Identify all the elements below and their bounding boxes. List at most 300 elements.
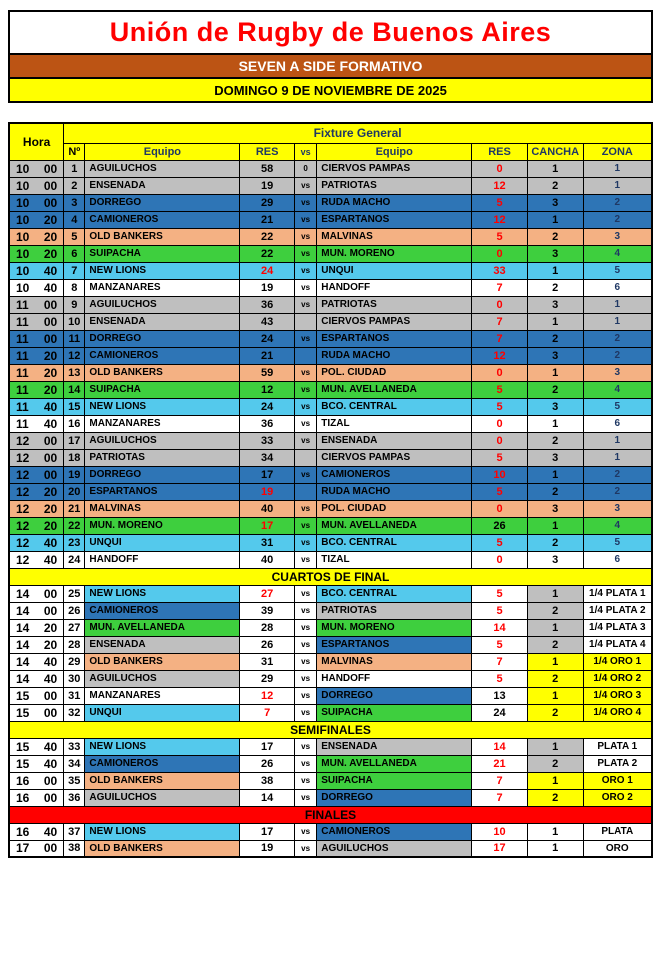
cancha-cell: 3 xyxy=(527,500,583,517)
cancha-cell: 1 xyxy=(527,653,583,670)
zona-cell: PLATA xyxy=(583,823,652,840)
result-home: 17 xyxy=(240,517,295,534)
vs-cell: vs xyxy=(295,381,317,398)
match-number: 38 xyxy=(64,840,85,857)
zona-cell: 5 xyxy=(583,534,652,551)
hora-cell xyxy=(9,296,64,313)
cancha-cell: 2 xyxy=(527,279,583,296)
team-home: DORREGO xyxy=(85,194,240,211)
cancha-cell: 1 xyxy=(527,840,583,857)
vs-cell: vs xyxy=(295,840,317,857)
zona-cell: 1 xyxy=(583,160,652,177)
section-banner-row xyxy=(9,568,652,585)
result-home: 59 xyxy=(240,364,295,381)
team-home: MALVINAS xyxy=(85,500,240,517)
hora-minute: 20 xyxy=(43,246,58,261)
cancha-cell: 1 xyxy=(527,823,583,840)
match-row xyxy=(9,398,652,415)
hora-minute: 20 xyxy=(43,501,58,516)
result-away: 0 xyxy=(472,296,528,313)
match-number: 18 xyxy=(64,449,85,466)
match-row xyxy=(9,432,652,449)
team-home: OLD BANKERS xyxy=(85,840,240,857)
hora-minute: 20 xyxy=(43,348,58,363)
vs-cell: vs xyxy=(295,551,317,568)
hora-hour: 11 xyxy=(16,365,29,380)
match-row xyxy=(9,262,652,279)
vs-cell: vs xyxy=(295,466,317,483)
cancha-cell: 3 xyxy=(527,194,583,211)
result-away: 5 xyxy=(472,483,528,500)
match-row xyxy=(9,160,652,177)
date-banner xyxy=(8,79,653,103)
result-away: 5 xyxy=(472,670,528,687)
cancha-cell: 1 xyxy=(527,585,583,602)
match-row xyxy=(9,670,652,687)
result-home: 36 xyxy=(240,296,295,313)
vs-cell: vs xyxy=(295,772,317,789)
vs-cell: vs xyxy=(295,364,317,381)
match-number: 25 xyxy=(64,585,85,602)
result-home: 12 xyxy=(240,687,295,704)
hora-minute: 20 xyxy=(43,365,58,380)
team-away: POL. CIUDAD xyxy=(317,364,472,381)
hora-minute: 40 xyxy=(43,824,58,839)
cancha-cell: 2 xyxy=(527,432,583,449)
match-number: 20 xyxy=(64,483,85,500)
team-home: DORREGO xyxy=(85,466,240,483)
hora-minute: 00 xyxy=(43,841,58,856)
cancha-cell: 3 xyxy=(527,449,583,466)
zona-cell: ORO xyxy=(583,840,652,857)
team-away: RUDA MACHO xyxy=(317,347,472,364)
team-away: MALVINAS xyxy=(317,228,472,245)
match-number: 15 xyxy=(64,398,85,415)
zona-cell: 3 xyxy=(583,364,652,381)
hora-hour: 10 xyxy=(16,161,30,176)
hora-cell xyxy=(9,602,64,619)
hora-minute: 00 xyxy=(43,161,58,176)
union-title-box xyxy=(8,10,653,55)
team-home: AGUILUCHOS xyxy=(85,296,240,313)
cancha-cell: 2 xyxy=(527,789,583,806)
zona-cell: 1/4 ORO 3 xyxy=(583,687,652,704)
hora-cell xyxy=(9,755,64,772)
hora-hour: 11 xyxy=(16,416,29,431)
result-away: 14 xyxy=(472,619,528,636)
zona-cell: PLATA 1 xyxy=(583,738,652,755)
cancha-cell: 1 xyxy=(527,211,583,228)
team-away: ESPARTANOS xyxy=(317,636,472,653)
team-away: RUDA MACHO xyxy=(317,194,472,211)
hora-cell xyxy=(9,500,64,517)
hora-minute: 00 xyxy=(43,178,58,193)
match-row xyxy=(9,177,652,194)
result-home: 29 xyxy=(240,194,295,211)
hora-minute: 40 xyxy=(43,739,58,754)
match-number: 19 xyxy=(64,466,85,483)
cancha-cell: 1 xyxy=(527,738,583,755)
match-row xyxy=(9,772,652,789)
team-home: SUIPACHA xyxy=(85,245,240,262)
hora-minute: 40 xyxy=(43,280,58,295)
match-row xyxy=(9,279,652,296)
result-away: 0 xyxy=(472,245,528,262)
team-away: PATRIOTAS xyxy=(317,177,472,194)
hora-minute: 00 xyxy=(43,705,58,720)
vs-cell: vs xyxy=(295,398,317,415)
col-header-res-away: RES xyxy=(472,143,528,160)
match-number: 5 xyxy=(64,228,85,245)
match-row xyxy=(9,500,652,517)
match-number: 9 xyxy=(64,296,85,313)
match-row xyxy=(9,551,652,568)
hora-hour: 10 xyxy=(16,263,30,278)
vs-cell: vs xyxy=(295,330,317,347)
result-away: 5 xyxy=(472,194,528,211)
result-away: 12 xyxy=(472,211,528,228)
result-away: 5 xyxy=(472,602,528,619)
result-home: 24 xyxy=(240,330,295,347)
vs-cell: vs xyxy=(295,517,317,534)
match-number: 35 xyxy=(64,772,85,789)
result-home: 43 xyxy=(240,313,295,330)
hora-minute: 00 xyxy=(43,314,58,329)
match-number: 16 xyxy=(64,415,85,432)
result-away: 0 xyxy=(472,415,528,432)
match-number: 2 xyxy=(64,177,85,194)
hora-cell xyxy=(9,534,64,551)
result-away: 7 xyxy=(472,279,528,296)
hora-minute: 00 xyxy=(43,433,58,448)
section-banner: FINALES xyxy=(9,806,652,823)
col-header-cancha: CANCHA xyxy=(527,143,583,160)
hora-cell xyxy=(9,194,64,211)
match-number: 21 xyxy=(64,500,85,517)
hora-cell xyxy=(9,228,64,245)
team-away: ENSENADA xyxy=(317,738,472,755)
team-away: TIZAL xyxy=(317,551,472,568)
result-away: 0 xyxy=(472,432,528,449)
vs-cell: vs xyxy=(295,585,317,602)
match-row xyxy=(9,296,652,313)
team-home: NEW LIONS xyxy=(85,823,240,840)
vs-cell: vs xyxy=(295,704,317,721)
result-home: 14 xyxy=(240,789,295,806)
result-home: 21 xyxy=(240,211,295,228)
hora-cell xyxy=(9,160,64,177)
hora-hour: 11 xyxy=(16,314,29,329)
match-row xyxy=(9,534,652,551)
vs-cell: vs xyxy=(295,636,317,653)
hora-hour: 14 xyxy=(16,620,30,635)
team-home: HANDOFF xyxy=(85,551,240,568)
result-home: 17 xyxy=(240,466,295,483)
match-number: 30 xyxy=(64,670,85,687)
hora-cell xyxy=(9,551,64,568)
hora-header: Hora xyxy=(9,123,64,160)
result-away: 21 xyxy=(472,755,528,772)
hora-minute: 20 xyxy=(43,637,58,652)
vs-cell: vs xyxy=(295,653,317,670)
team-home: CAMIONEROS xyxy=(85,755,240,772)
vs-cell: vs xyxy=(295,755,317,772)
team-home: AGUILUCHOS xyxy=(85,789,240,806)
team-away: MALVINAS xyxy=(317,653,472,670)
hora-hour: 15 xyxy=(16,705,30,720)
cancha-cell: 1 xyxy=(527,313,583,330)
match-row xyxy=(9,653,652,670)
team-away: CIERVOS PAMPAS xyxy=(317,449,472,466)
vs-cell: vs xyxy=(295,500,317,517)
vs-cell: vs xyxy=(295,245,317,262)
hora-minute: 00 xyxy=(43,467,58,482)
col-header-res-home: RES xyxy=(240,143,295,160)
team-home: AGUILUCHOS xyxy=(85,670,240,687)
hora-minute: 00 xyxy=(43,688,58,703)
team-away: RUDA MACHO xyxy=(317,483,472,500)
team-away: HANDOFF xyxy=(317,670,472,687)
hora-hour: 12 xyxy=(16,552,30,567)
zona-cell: 6 xyxy=(583,279,652,296)
match-number: 31 xyxy=(64,687,85,704)
match-row xyxy=(9,381,652,398)
vs-cell: vs xyxy=(295,194,317,211)
zona-cell: 1/4 PLATA 1 xyxy=(583,585,652,602)
result-away: 5 xyxy=(472,449,528,466)
match-number: 29 xyxy=(64,653,85,670)
result-home: 40 xyxy=(240,551,295,568)
match-row xyxy=(9,330,652,347)
hora-minute: 40 xyxy=(43,263,58,278)
zona-cell: 1 xyxy=(583,296,652,313)
result-home: 24 xyxy=(240,398,295,415)
zona-cell: 2 xyxy=(583,347,652,364)
cancha-cell: 1 xyxy=(527,517,583,534)
result-home: 58 xyxy=(240,160,295,177)
match-row xyxy=(9,415,652,432)
hora-hour: 15 xyxy=(16,756,30,771)
zona-cell: 2 xyxy=(583,483,652,500)
team-home: UNQUI xyxy=(85,704,240,721)
match-number: 7 xyxy=(64,262,85,279)
match-number: 34 xyxy=(64,755,85,772)
match-number: 1 xyxy=(64,160,85,177)
zona-cell: 1/4 ORO 2 xyxy=(583,670,652,687)
result-away: 5 xyxy=(472,228,528,245)
section-banner-row xyxy=(9,806,652,823)
zona-cell: 1 xyxy=(583,449,652,466)
zona-cell: 1/4 PLATA 2 xyxy=(583,602,652,619)
result-away: 5 xyxy=(472,636,528,653)
result-home: 36 xyxy=(240,415,295,432)
hora-minute: 00 xyxy=(43,195,58,210)
match-row xyxy=(9,755,652,772)
hora-hour: 12 xyxy=(16,501,30,516)
hora-cell xyxy=(9,483,64,500)
result-home: 7 xyxy=(240,704,295,721)
cancha-cell: 2 xyxy=(527,670,583,687)
zona-cell: 3 xyxy=(583,500,652,517)
vs-cell: vs xyxy=(295,534,317,551)
team-away: POL. CIUDAD xyxy=(317,500,472,517)
result-away: 7 xyxy=(472,789,528,806)
match-row xyxy=(9,364,652,381)
hora-minute: 00 xyxy=(43,790,58,805)
vs-cell: vs xyxy=(295,211,317,228)
zona-cell: 1 xyxy=(583,313,652,330)
hora-hour: 14 xyxy=(16,637,30,652)
team-away: UNQUI xyxy=(317,262,472,279)
tournament-name: SEVEN A SIDE FORMATIVO xyxy=(238,58,423,74)
result-away: 17 xyxy=(472,840,528,857)
match-number: 12 xyxy=(64,347,85,364)
tournament-date: DOMINGO 9 DE NOVIEMBRE DE 2025 xyxy=(214,82,447,98)
team-away: CIERVOS PAMPAS xyxy=(317,160,472,177)
hora-hour: 12 xyxy=(16,535,30,550)
result-home: 12 xyxy=(240,381,295,398)
result-home: 19 xyxy=(240,840,295,857)
team-home: AGUILUCHOS xyxy=(85,432,240,449)
team-home: PATRIOTAS xyxy=(85,449,240,466)
result-home: 31 xyxy=(240,534,295,551)
col-header-equipo-away: Equipo xyxy=(317,143,472,160)
match-number: 6 xyxy=(64,245,85,262)
hora-minute: 20 xyxy=(43,382,58,397)
hora-hour: 15 xyxy=(16,688,30,703)
hora-hour: 10 xyxy=(16,246,30,261)
vs-cell: vs xyxy=(295,823,317,840)
team-away: TIZAL xyxy=(317,415,472,432)
result-home: 34 xyxy=(240,449,295,466)
zona-cell: 1/4 ORO 4 xyxy=(583,704,652,721)
zona-cell: 2 xyxy=(583,330,652,347)
hora-hour: 11 xyxy=(16,348,29,363)
hora-hour: 11 xyxy=(16,297,29,312)
hora-cell xyxy=(9,738,64,755)
hora-hour: 12 xyxy=(16,450,30,465)
hora-minute: 00 xyxy=(43,586,58,601)
hora-minute: 20 xyxy=(43,620,58,635)
match-number: 32 xyxy=(64,704,85,721)
hora-cell xyxy=(9,245,64,262)
zona-cell: 4 xyxy=(583,245,652,262)
hora-cell xyxy=(9,279,64,296)
match-number: 22 xyxy=(64,517,85,534)
hora-cell xyxy=(9,177,64,194)
cancha-cell: 1 xyxy=(527,160,583,177)
zona-cell: 1/4 PLATA 4 xyxy=(583,636,652,653)
match-row xyxy=(9,211,652,228)
team-home: MANZANARES xyxy=(85,687,240,704)
hora-cell xyxy=(9,466,64,483)
zona-cell: 6 xyxy=(583,551,652,568)
vs-cell: vs xyxy=(295,296,317,313)
result-home: 38 xyxy=(240,772,295,789)
result-away: 12 xyxy=(472,177,528,194)
team-away: BCO. CENTRAL xyxy=(317,398,472,415)
result-away: 5 xyxy=(472,585,528,602)
vs-cell xyxy=(295,483,317,500)
team-away: CAMIONEROS xyxy=(317,466,472,483)
hora-cell xyxy=(9,840,64,857)
hora-minute: 40 xyxy=(43,535,58,550)
cancha-cell: 2 xyxy=(527,483,583,500)
cancha-cell: 1 xyxy=(527,364,583,381)
fixture-table-body xyxy=(9,160,652,857)
result-home: 17 xyxy=(240,823,295,840)
cancha-cell: 1 xyxy=(527,466,583,483)
match-number: 8 xyxy=(64,279,85,296)
team-home: OLD BANKERS xyxy=(85,364,240,381)
fixture-general-header: Fixture General xyxy=(64,123,652,143)
match-number: 17 xyxy=(64,432,85,449)
team-away: PATRIOTAS xyxy=(317,602,472,619)
match-row xyxy=(9,789,652,806)
result-away: 0 xyxy=(472,551,528,568)
hora-cell xyxy=(9,364,64,381)
vs-cell: vs xyxy=(295,738,317,755)
cancha-cell: 2 xyxy=(527,177,583,194)
result-away: 12 xyxy=(472,347,528,364)
result-away: 0 xyxy=(472,160,528,177)
hora-hour: 14 xyxy=(16,603,30,618)
match-number: 3 xyxy=(64,194,85,211)
result-home: 39 xyxy=(240,602,295,619)
zona-cell: 1/4 ORO 1 xyxy=(583,653,652,670)
result-away: 24 xyxy=(472,704,528,721)
hora-cell xyxy=(9,432,64,449)
match-number: 11 xyxy=(64,330,85,347)
zona-cell: 5 xyxy=(583,398,652,415)
vs-cell: vs xyxy=(295,279,317,296)
result-home: 33 xyxy=(240,432,295,449)
team-home: NEW LIONS xyxy=(85,585,240,602)
hora-minute: 40 xyxy=(43,399,58,414)
team-home: NEW LIONS xyxy=(85,398,240,415)
match-number: 36 xyxy=(64,789,85,806)
hora-cell xyxy=(9,381,64,398)
hora-minute: 20 xyxy=(43,484,58,499)
result-away: 13 xyxy=(472,687,528,704)
hora-cell xyxy=(9,636,64,653)
cancha-cell: 2 xyxy=(527,330,583,347)
match-number: 14 xyxy=(64,381,85,398)
team-home: CAMIONEROS xyxy=(85,602,240,619)
team-home: NEW LIONS xyxy=(85,738,240,755)
team-away: HANDOFF xyxy=(317,279,472,296)
match-number: 23 xyxy=(64,534,85,551)
team-away: MUN. MORENO xyxy=(317,619,472,636)
cancha-cell: 2 xyxy=(527,704,583,721)
match-row xyxy=(9,704,652,721)
hora-hour: 17 xyxy=(16,841,30,856)
hora-hour: 10 xyxy=(16,178,30,193)
team-home: MANZANARES xyxy=(85,415,240,432)
cancha-cell: 2 xyxy=(527,755,583,772)
match-row xyxy=(9,449,652,466)
result-away: 7 xyxy=(472,313,528,330)
result-home: 22 xyxy=(240,245,295,262)
hora-hour: 15 xyxy=(16,739,30,754)
cancha-cell: 1 xyxy=(527,772,583,789)
match-row xyxy=(9,823,652,840)
vs-cell: 0 xyxy=(295,160,317,177)
hora-cell xyxy=(9,347,64,364)
hora-minute: 00 xyxy=(43,450,58,465)
hora-hour: 10 xyxy=(16,195,30,210)
result-home: 19 xyxy=(240,279,295,296)
